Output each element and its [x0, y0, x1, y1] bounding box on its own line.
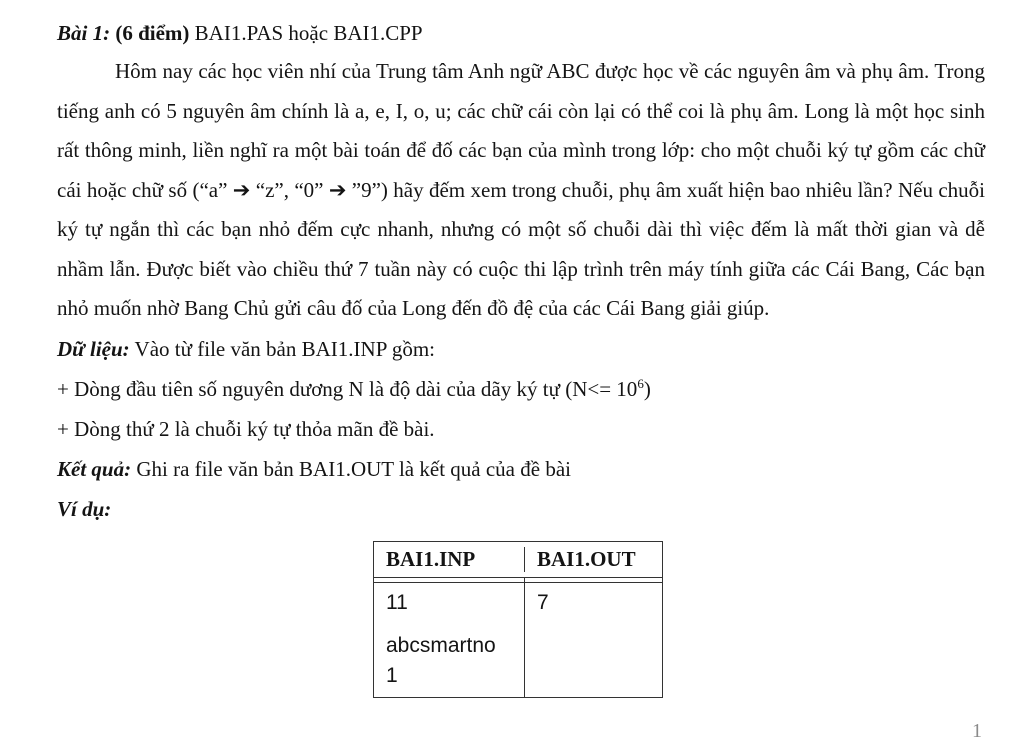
example-table-input-cell [374, 583, 524, 697]
input-section-line [57, 329, 985, 369]
input-section-description: Vào từ file văn bản BAI1.INP gồm: [134, 336, 436, 361]
input-value-line-1: 11 [386, 590, 408, 614]
problem-title [57, 14, 985, 52]
exponent: 6 [637, 375, 644, 391]
problem-title-files: BAI1.PAS hoặc BAI1.CPP [194, 21, 423, 45]
input-value-line-2: abcsmartno [386, 633, 496, 657]
example-table-header-separator [374, 578, 662, 582]
input-value-line-3: 1 [386, 663, 398, 687]
example-table-header-input: BAI1.INP [386, 546, 476, 571]
example-table-output-cell: 7 [524, 583, 662, 697]
example-label-text: Ví dụ: [57, 496, 112, 521]
input-spec-line-2: + Dòng thứ 2 là chuỗi ký tự thỏa mãn đề bài. [57, 416, 435, 441]
output-section-label: Kết quả: [57, 456, 132, 481]
problem-title-label: Bài 1: [57, 21, 111, 45]
input-spec-line-1-close: ) [643, 376, 651, 401]
example-table-data-row [374, 582, 662, 697]
input-section-label: Dữ liệu: [57, 336, 130, 361]
separator-cell-right [524, 578, 662, 582]
separator-cell-left [374, 578, 524, 582]
problem-statement-paragraph: Hôm nay các học viên nhí của Trung tâm Anh ngữ ABC được học về các nguyên âm và phụ âm. Trong tiếng anh có 5 nguyên âm chính là a, e, I, o, u; các chữ cái còn lại có thể coi là phụ âm. Long là một học sinh rất thông minh, liền nghĩ ra một bài toán để đố các bạn của mình trong lớp: cho một chuỗi ký tự gồm các chữ cái hoặc chữ số (“a” ➔ “z”, “0” ➔ ”9”) hãy đếm xem trong chuỗi, phụ âm xuất hiện bao nhiêu lần? Nếu chuỗi ký tự ngắn thì các bạn nhỏ đếm cực nhanh, nhưng có một số chuỗi dài thì việc đếm là mất thời gian và dễ nhầm lẫn. Được biết vào chiều thứ 7 tuần này có cuộc thi lập trình trên máy tính giữa các Cái Bang, Các bạn nhỏ muốn nhờ Bang Chủ gửi câu đố của Long đến đồ đệ của các Cái Bang giải giúp. [57, 59, 985, 320]
example-table [373, 541, 663, 698]
input-spec-line-1 [57, 369, 985, 409]
example-section-label [57, 489, 985, 529]
page-number: 1 [972, 720, 982, 742]
example-table-header-row [374, 542, 662, 578]
output-section-description: Ghi ra file văn bản BAI1.OUT là kết quả của đề bài [136, 456, 571, 481]
problem-title-points: (6 điểm) [115, 21, 190, 45]
output-section-line [57, 449, 985, 489]
example-table-header-output: BAI1.OUT [524, 547, 662, 572]
input-spec-line-1-text: + Dòng đầu tiên số nguyên dương N là độ dài của dãy ký tự (N<= 10 [57, 376, 638, 401]
